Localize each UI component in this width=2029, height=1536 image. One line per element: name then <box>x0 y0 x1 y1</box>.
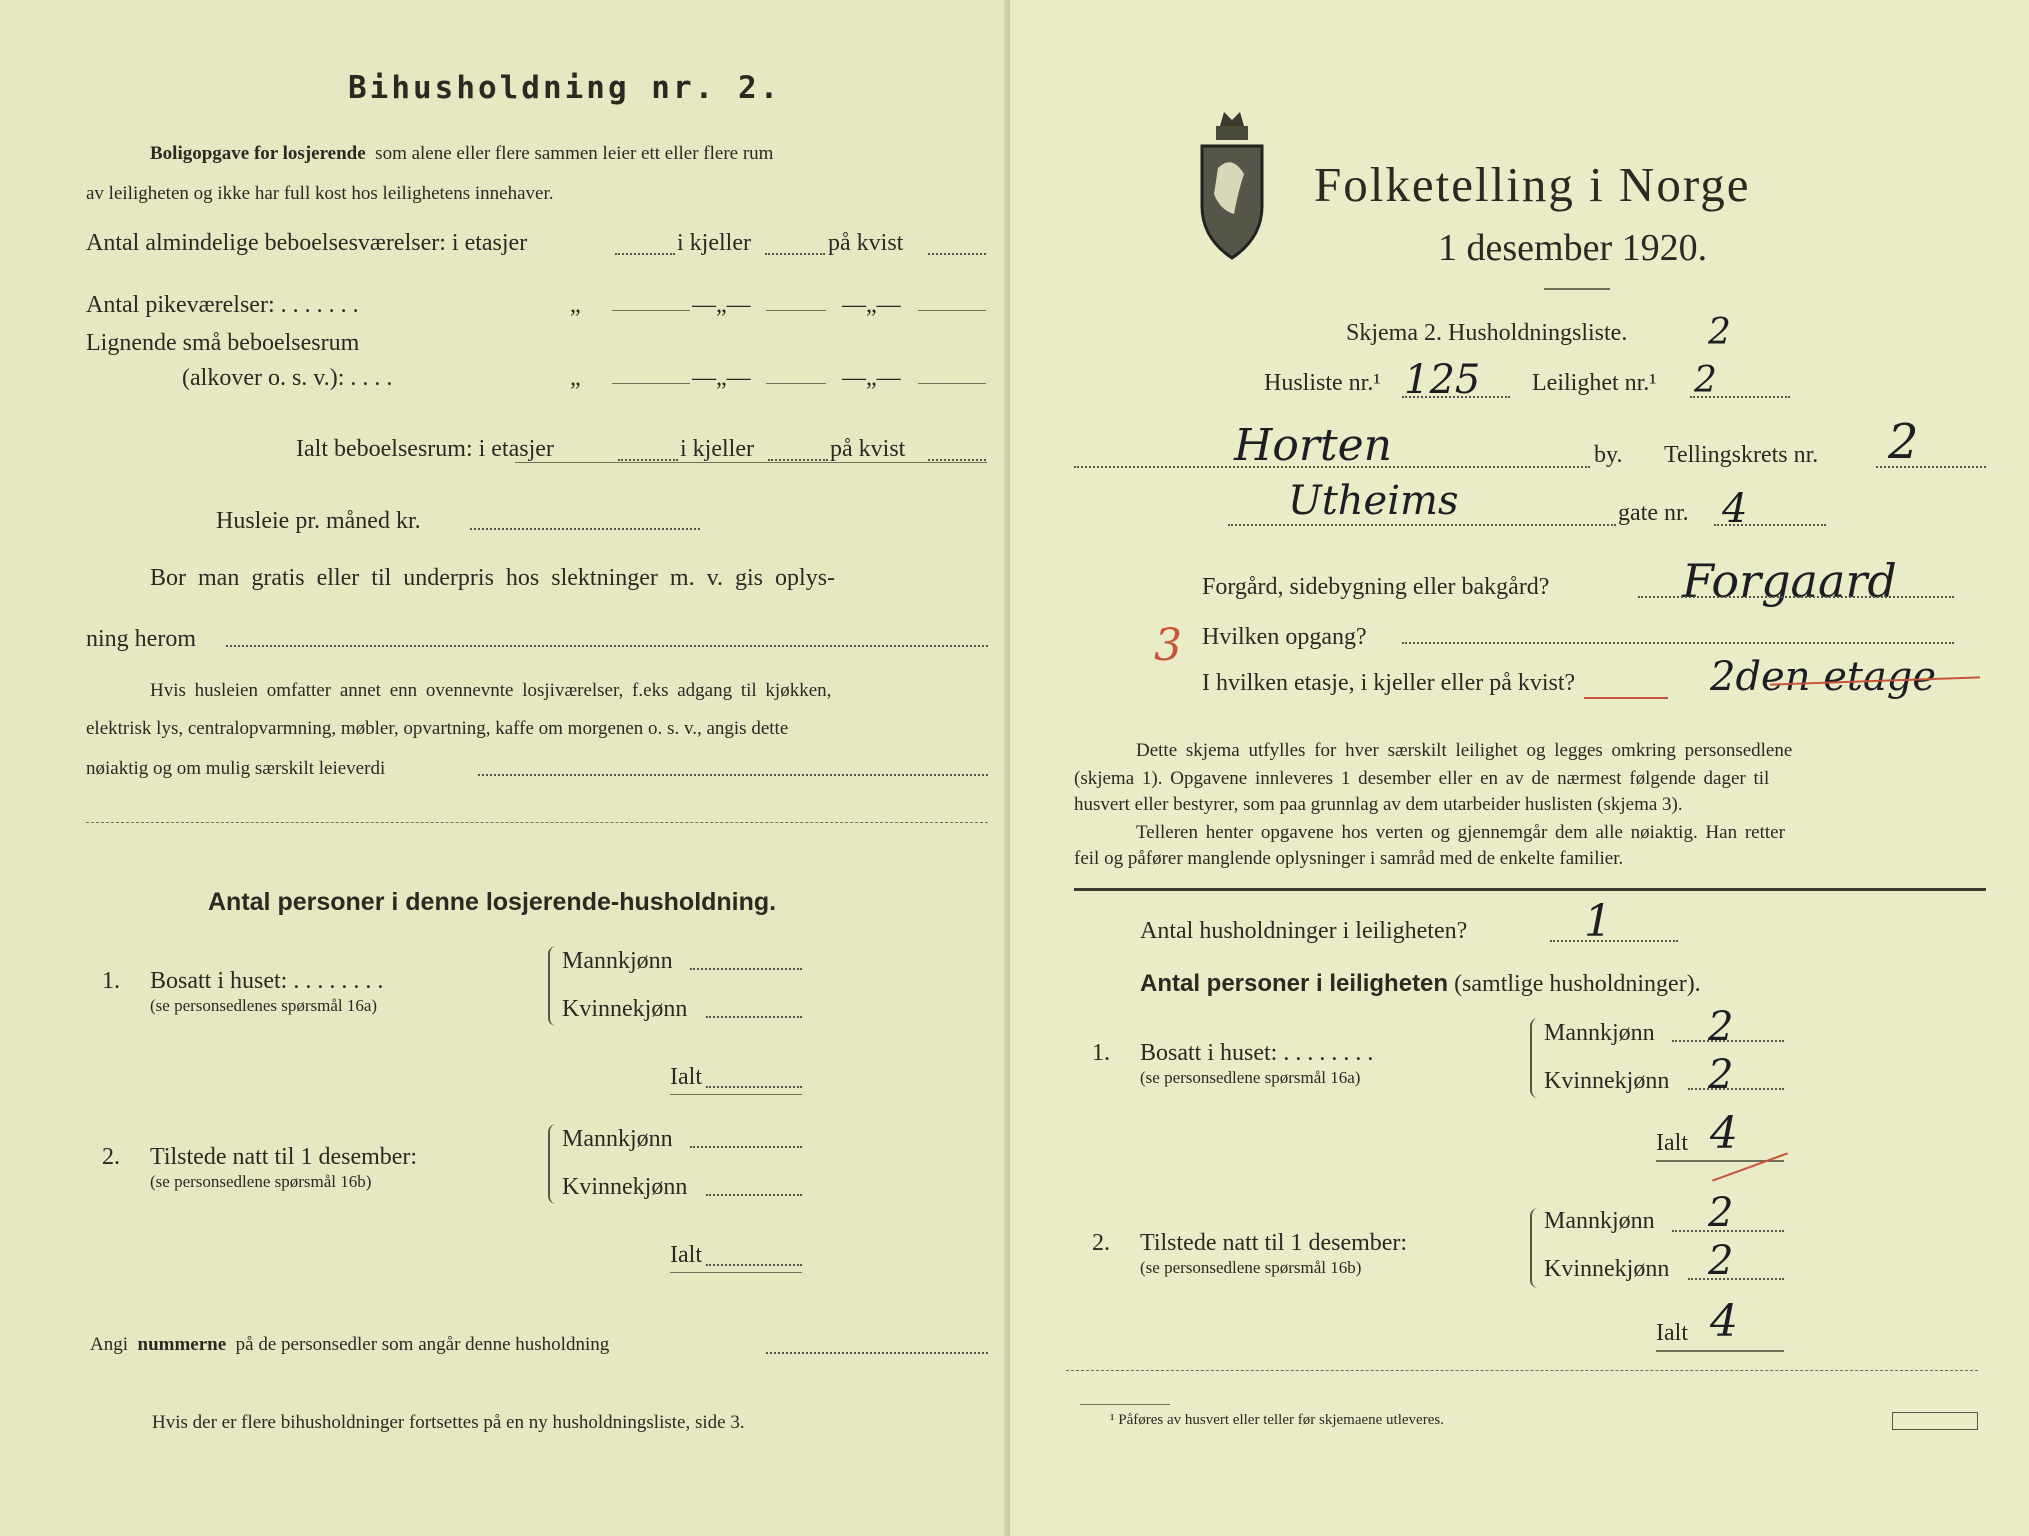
row1-label: Antal almindelige beboelsesværelser: i etasjer <box>86 230 528 256</box>
left-item2-mann-field[interactable] <box>690 1146 802 1148</box>
row4-field-kvist[interactable] <box>928 459 986 461</box>
persons-heading-left: Antal personer i denne losjerende-husholdning. <box>208 888 777 916</box>
note-line-b: elektrisk lys, centralopvarmning, møbler, opvartning, kaffe om morgenen o. s. v., angis dette <box>86 718 789 739</box>
left-item2-num: 2. <box>102 1144 120 1170</box>
left-item1-ialt-field[interactable] <box>706 1086 802 1088</box>
left-item1-ialt-underline <box>670 1094 802 1095</box>
by-field[interactable] <box>1074 466 1590 468</box>
by-value: Horten <box>1234 420 1392 471</box>
left-title: Bihusholdning nr. 2. <box>348 70 782 106</box>
instr-line-c: husvert eller bestyrer, som paa grunnlag av dem utarbeider huslisten (skjema 3). <box>1074 794 1683 815</box>
left-item2-sub: (se personsedlene spørsmål 16b) <box>150 1172 372 1191</box>
row2-ditto-2: —„— <box>692 292 751 318</box>
left-item2-kvinne-field[interactable] <box>706 1194 802 1196</box>
printer-stamp <box>1892 1412 1978 1430</box>
right-item1-ialt-value: 4 <box>1710 1108 1738 1159</box>
row4-label: Ialt beboelsesrum: i etasjer <box>296 436 554 462</box>
right-item2-sub: (se personsedlene spørsmål 16b) <box>1140 1258 1362 1277</box>
krets-field[interactable] <box>1876 466 1986 468</box>
main-title: Folketelling i Norge <box>1314 157 1751 212</box>
row2-field-1[interactable] <box>612 310 690 311</box>
census-date: 1 desember 1920. <box>1438 227 1708 269</box>
left-footer: Hvis der er flere bihusholdninger fortsettes på en ny husholdningsliste, side 3. <box>152 1412 745 1433</box>
left-item1-kvinne-field[interactable] <box>706 1016 802 1018</box>
right-item1-ialt-label: Ialt <box>1656 1130 1688 1156</box>
row1-field-etasjer[interactable] <box>615 253 675 255</box>
husliste-field[interactable] <box>1402 396 1510 398</box>
right-item1-sub: (se personsedlene spørsmål 16a) <box>1140 1068 1361 1087</box>
left-item1-mann-label: Mannkjønn <box>562 948 673 974</box>
husleie-field[interactable] <box>470 528 700 530</box>
gate-nr-field[interactable] <box>1714 524 1826 526</box>
row2-field-3[interactable] <box>918 310 986 311</box>
row3-label-a: Lignende små beboelsesrum <box>86 330 360 356</box>
gratis-field[interactable] <box>226 645 988 647</box>
left-item1-num: 1. <box>102 968 120 994</box>
note-line-a: Hvis husleien omfatter annet enn ovennevnte losjiværelser, f.eks adgang til kjøkken, <box>150 680 832 701</box>
right-item1-kvinne-value: 2 <box>1708 1052 1734 1098</box>
left-item2-bracket <box>548 1124 558 1204</box>
left-item1-kvinne-label: Kvinnekjønn <box>562 996 688 1022</box>
etasje-label: I hvilken etasje, i kjeller eller på kvist? <box>1202 670 1576 696</box>
right-item2-kvinne-label: Kvinnekjønn <box>1544 1256 1670 1282</box>
gate-field[interactable] <box>1228 524 1616 526</box>
right-item2-kvinne-value: 2 <box>1708 1238 1734 1284</box>
section-rule <box>1074 888 1986 891</box>
row2-field-2[interactable] <box>766 310 826 311</box>
husliste-value: 125 <box>1404 357 1481 403</box>
instr-line-b: (skjema 1). Opgavene innleveres 1 desember eller en av de nærmest følgende dager til <box>1074 768 1770 789</box>
row4-kjeller-label: i kjeller <box>680 436 754 462</box>
row1-field-kvist[interactable] <box>928 253 986 255</box>
left-item2-ialt-field[interactable] <box>706 1264 802 1266</box>
left-item1-ialt-label: Ialt <box>670 1064 702 1090</box>
right-item2-mann-label: Mannkjønn <box>1544 1208 1655 1234</box>
row3-label-b: (alkover o. s. v.): . . . . <box>182 365 393 391</box>
right-item2-ialt-value: 4 <box>1710 1296 1738 1347</box>
right-item1-kvinne-field[interactable] <box>1688 1088 1784 1090</box>
row2-label: Antal pikeværelser: . . . . . . . <box>86 292 359 318</box>
right-item2-label: Tilstede natt til 1 desember: <box>1140 1230 1408 1256</box>
right-page <box>1010 0 2029 1536</box>
footnote-rule <box>1080 1404 1170 1405</box>
row3-field-2[interactable] <box>766 383 826 384</box>
antal-hush-value: 1 <box>1584 896 1612 947</box>
row4-field-kjeller[interactable] <box>768 459 828 461</box>
opgang-label: Hvilken opgang? <box>1202 624 1367 650</box>
row3-ditto-1: „ <box>570 365 581 391</box>
right-item2-mann-field[interactable] <box>1672 1230 1784 1232</box>
antal-hush-field[interactable] <box>1550 940 1678 942</box>
right-item2-num: 2. <box>1092 1230 1110 1256</box>
instr-line-d: Telleren henter opgavene hos verten og gjennemgår dem alle nøiaktig. Han retter <box>1136 822 1785 843</box>
angi-line: Angi nummerne på de personsedler som angår denne husholdning <box>90 1334 610 1355</box>
row2-ditto-3: —„— <box>842 292 901 318</box>
right-item1-mann-value: 2 <box>1708 1004 1734 1050</box>
forgaard-value: Forgaard <box>1682 554 1897 608</box>
leilighet-label: Leilighet nr.¹ <box>1532 370 1657 396</box>
right-item1-label: Bosatt i huset: . . . . . . . . <box>1140 1040 1374 1066</box>
etasje-value: 2den etage <box>1710 654 1937 700</box>
persons-heading-right: Antal personer i leiligheten (samtlige husholdninger). <box>1140 970 1701 997</box>
row3-ditto-2: —„— <box>692 365 751 391</box>
gate-nr-value: 4 <box>1722 486 1748 532</box>
left-page <box>0 0 1010 1536</box>
left-item2-mann-label: Mannkjønn <box>562 1126 673 1152</box>
kvist-red-underline <box>1584 697 1668 699</box>
left-item1-bracket <box>548 946 558 1026</box>
footnote: ¹ Påføres av husvert eller teller før skjemaene utleveres. <box>1110 1412 1444 1428</box>
row3-field-1[interactable] <box>612 383 690 384</box>
antal-hush-label: Antal husholdninger i leiligheten? <box>1140 918 1468 944</box>
skjema-value: 2 <box>1708 312 1731 353</box>
note-field-1[interactable] <box>478 774 988 776</box>
right-item1-num: 1. <box>1092 1040 1110 1066</box>
forgaard-label: Forgård, sidebygning eller bakgård? <box>1202 574 1550 600</box>
right-item1-mann-field[interactable] <box>1672 1040 1784 1042</box>
title-rule <box>1544 288 1610 290</box>
left-item2-ialt-underline <box>670 1272 802 1273</box>
skjema-label: Skjema 2. Husholdningsliste. <box>1346 320 1628 346</box>
norway-coat-of-arms-icon <box>1192 108 1272 264</box>
right-item2-kvinne-field[interactable] <box>1688 1278 1784 1280</box>
left-item2-ialt-label: Ialt <box>670 1242 702 1268</box>
left-item1-label: Bosatt i huset: . . . . . . . . <box>150 968 384 994</box>
intro-line-1: Boligopgave for losjerende som alene eller flere sammen leier ett eller flere rum <box>150 143 774 164</box>
row1-field-kjeller[interactable] <box>765 253 825 255</box>
note-field-2[interactable] <box>86 822 988 823</box>
gratis-line-b: ning herom <box>86 626 196 652</box>
krets-value: 2 <box>1888 414 1919 470</box>
right-item2-mann-value: 2 <box>1708 1190 1734 1236</box>
right-item2-bracket <box>1530 1208 1540 1288</box>
note-line-c: nøiaktig og om mulig særskilt leieverdi <box>86 758 386 779</box>
right-item1-bracket <box>1530 1018 1540 1098</box>
left-item2-kvinne-label: Kvinnekjønn <box>562 1174 688 1200</box>
instr-line-e: feil og påfører manglende oplysninger i samråd med de enkelte familier. <box>1074 848 1624 869</box>
leilighet-value: 2 <box>1694 360 1717 401</box>
left-item1-sub: (se personsedlenes spørsmål 16a) <box>150 996 378 1015</box>
margin-mark-3: 3 <box>1154 620 1182 671</box>
left-item1-mann-field[interactable] <box>690 968 802 970</box>
husliste-label: Husliste nr.¹ <box>1264 370 1381 396</box>
right-item2-ialt-label: Ialt <box>1656 1320 1688 1346</box>
footer-rule <box>1066 1370 1978 1371</box>
row1-kjeller-label: i kjeller <box>677 230 751 256</box>
row4-field-etasjer[interactable] <box>618 459 678 461</box>
gate-value: Utheims <box>1288 478 1459 524</box>
row4-kvist-label: på kvist <box>830 436 906 462</box>
row3-field-3[interactable] <box>918 383 986 384</box>
row3-ditto-3: —„— <box>842 365 901 391</box>
krets-label: Tellingskrets nr. <box>1664 442 1819 468</box>
right-item1-kvinne-label: Kvinnekjønn <box>1544 1068 1670 1094</box>
intro-line-2: av leiligheten og ikke har full kost hos leilighetens innehaver. <box>86 183 554 204</box>
by-label: by. <box>1594 442 1623 468</box>
opgang-field[interactable] <box>1402 642 1954 644</box>
left-item2-label: Tilstede natt til 1 desember: <box>150 1144 418 1170</box>
right-item1-mann-label: Mannkjønn <box>1544 1020 1655 1046</box>
leilighet-field[interactable] <box>1690 396 1790 398</box>
instr-line-a: Dette skjema utfylles for hver særskilt leilighet og legges omkring personsedlene <box>1136 740 1793 761</box>
angi-field[interactable] <box>766 1352 988 1354</box>
right-item2-ialt-underline <box>1656 1350 1784 1352</box>
gratis-line-a: Bor man gratis eller til underpris hos slektninger m. v. gis oplys- <box>150 565 836 591</box>
row1-kvist-label: på kvist <box>828 230 904 256</box>
husleie-label: Husleie pr. måned kr. <box>216 508 421 534</box>
row2-ditto-1: „ <box>570 292 581 318</box>
gate-label: gate nr. <box>1618 500 1689 526</box>
forgaard-field[interactable] <box>1638 596 1954 598</box>
row4-underline <box>515 462 987 463</box>
